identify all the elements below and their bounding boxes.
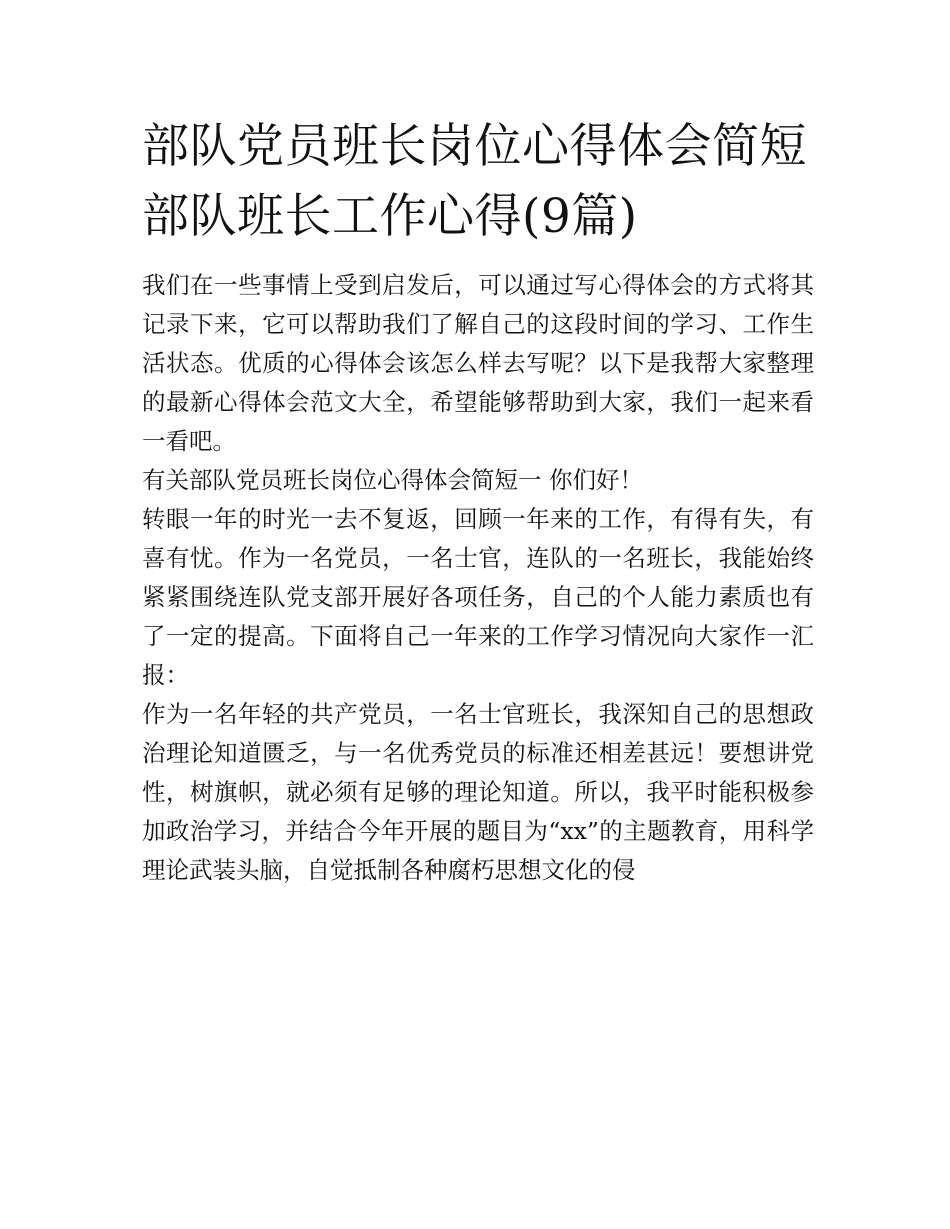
document-title: 部队党员班长岗位心得体会简短 部队班长工作心得(9篇)	[142, 119, 807, 244]
body-paragraph-review: 转眼一年的时光一去不复返，回顾一年来的工作，有得有失，有喜有忧。作为一名党员，一名士官，连队的一名班长，我能始终紧紧围绕连队党支部开展好各项任务，自己的个人能力素质也有了一定的提高。下面将自己一年来的工作学习情况向大家作一汇报：	[142, 505, 814, 689]
body-paragraph-study: 作为一名年轻的共产党员，一名士官班长，我深知自己的思想政治理论知道匮乏，与一名优秀党员的标准还相差甚远！要想讲党性，树旗帜，就必须有足够的理论知道。所以，我平时能积极参加政治学习，并结合今年开展的题目为“xx”的主题教育，用科学理论武装头脑，自觉抵制各种腐朽思想文化的侵	[142, 700, 814, 884]
section-heading-paragraph: 有关部队党员班长岗位心得体会简短一 你们好！	[142, 466, 643, 494]
document-body	[142, 112, 814, 890]
intro-paragraph: 我们在一些事情上受到启发后，可以通过写心得体会的方式将其记录下来，它可以帮助我们了解自己的这段时间的学习、工作生活状态。优质的心得体会该怎么样去写呢？以下是我帮大家整理的最新心得体会范文大全，希望能够帮助到大家，我们一起来看一看吧。	[142, 271, 814, 455]
